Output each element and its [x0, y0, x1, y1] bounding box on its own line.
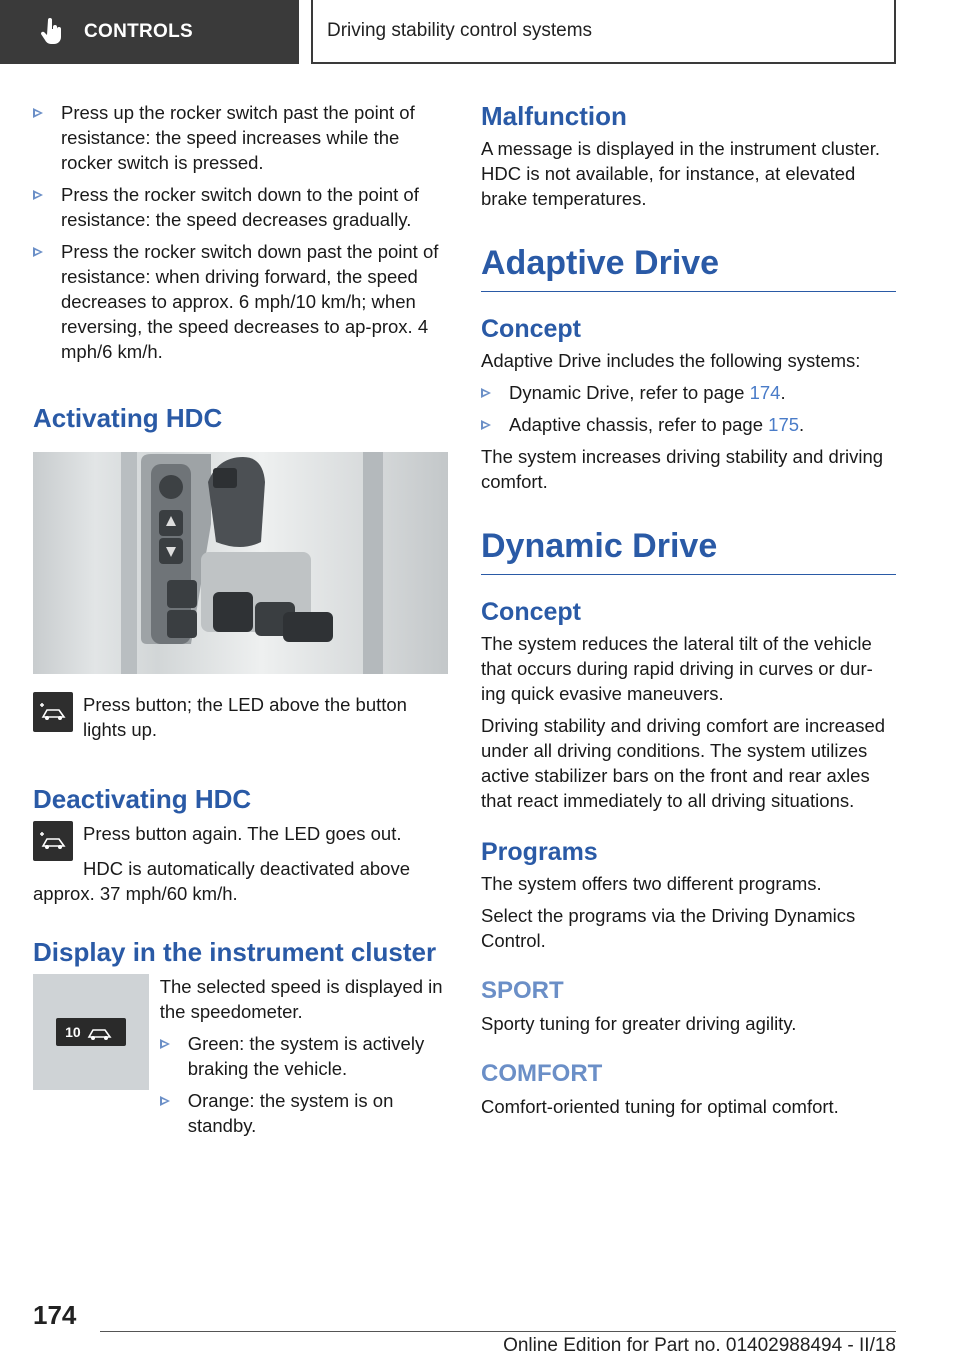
bullet-triangle-icon: [160, 1039, 170, 1049]
deactivating-text2: HDC is automatically deactivated above approx. 37 mph/60 km/h.: [33, 858, 410, 904]
activating-text: Press button; the LED above the button lights up.: [83, 694, 407, 740]
console-illustration: [33, 452, 448, 674]
left-column: [33, 100, 449, 1145]
comfort-text: Comfort-oriented tuning for optimal comfort.: [481, 1096, 839, 1117]
display-heading: Display in the instrument cluster: [33, 937, 437, 967]
display-row: [33, 974, 449, 1145]
bullet-triangle-icon: [33, 108, 43, 118]
page-link-174[interactable]: 174: [749, 382, 781, 403]
list-item: Press the rocker switch down past the point of resistance: when driving forward, the speed decreases to approx. 6 mph/10 km/h; when reversing, the speed decreases to ap‐prox. 4 mph/6 km/h.: [33, 239, 449, 364]
activating-hdc-heading: Activating HDC: [33, 403, 223, 433]
list-item: Press up the rocker switch past the point of resistance: the speed increases while the rocker switch is pressed.: [33, 100, 449, 175]
programs-text: The system offers two different programs.: [481, 873, 822, 894]
dynamic-drive-heading: Dynamic Drive: [481, 524, 896, 575]
list-item: Press the rocker switch down to the point of resistance: the speed decreases gradually.: [33, 182, 449, 232]
display-text: The selected speed is displayed in the speedometer.: [159, 976, 443, 1022]
deactivating-text-block: [83, 821, 443, 861]
hand-pointer-icon: [40, 18, 64, 46]
bullet-triangle-icon: [33, 190, 43, 200]
concept-text: The system reduces the lateral tilt of the vehicle that occurs during rapid driving in curves or dur‐ing quick evasive maneuvers.: [481, 633, 873, 704]
comfort-heading: COMFORT: [481, 1060, 603, 1087]
rocker-switch-list: [33, 100, 449, 364]
hdc-button-icon: [33, 821, 73, 861]
display-text-block: [160, 974, 449, 1145]
bullet-triangle-icon: [33, 247, 43, 257]
list-item: Dynamic Drive, refer to page 174.: [481, 380, 896, 405]
cluster-display-image: [33, 974, 149, 1090]
bullet-triangle-icon: [481, 420, 491, 430]
programs-text: Select the programs via the Driving Dynamics Control.: [481, 905, 856, 951]
adaptive-drive-heading: Adaptive Drive: [481, 241, 896, 292]
concept-text: Driving stability and driving comfort are increased under all driving conditions. The system utilizes active stabilizer bars on the front and rear axles that react immediately to all driving situations.: [481, 715, 886, 811]
concept-after-text: The system increases driving stability and driving comfort.: [481, 446, 884, 492]
display-bullets: [160, 1031, 449, 1138]
concept-heading: Concept: [481, 315, 581, 343]
section-tab: [0, 0, 299, 64]
sport-text: Sporty tuning for greater driving agility.: [481, 1013, 797, 1034]
sport-heading: SPORT: [481, 977, 564, 1004]
programs-heading: Programs: [481, 838, 598, 866]
list-item: Orange: the system is on standby.: [160, 1088, 449, 1138]
malfunction-text: A message is displayed in the instrument cluster. HDC is not available, for instance, at elevated brake temperatures.: [481, 138, 880, 209]
footer-divider: [100, 1331, 896, 1332]
edition-text: Online Edition for Part no. 01402988494 - II/18: [503, 1335, 896, 1356]
adaptive-systems-list: [481, 380, 896, 437]
concept-text: Adaptive Drive includes the following systems:: [481, 350, 861, 371]
concept-heading: Concept: [481, 598, 581, 626]
list-item: Green: the system is actively braking the vehicle.: [160, 1031, 449, 1081]
chapter-title-box: [311, 0, 896, 64]
deactivating-row: [33, 821, 449, 861]
page-link-175[interactable]: 175: [768, 414, 800, 435]
hdc-button-icon: [33, 692, 73, 732]
deactivating-text1: Press button again. The LED goes out.: [83, 823, 402, 844]
bullet-triangle-icon: [160, 1096, 170, 1106]
activating-row: [33, 692, 449, 749]
right-column: [481, 100, 896, 1126]
hdc-cluster-icon: [56, 1018, 126, 1046]
deactivating-hdc-heading: Deactivating HDC: [33, 784, 252, 814]
bullet-triangle-icon: [481, 388, 491, 398]
page-number: 174: [33, 1300, 77, 1330]
center-console-photo: [33, 452, 448, 674]
malfunction-heading: Malfunction: [481, 101, 627, 131]
chapter-title: Driving stability control systems: [327, 20, 593, 41]
cluster-speed-number: 10: [65, 1024, 81, 1040]
list-item: Adaptive chassis, refer to page 175.: [481, 412, 896, 437]
section-label: CONTROLS: [84, 21, 194, 42]
page-header: [0, 0, 960, 66]
